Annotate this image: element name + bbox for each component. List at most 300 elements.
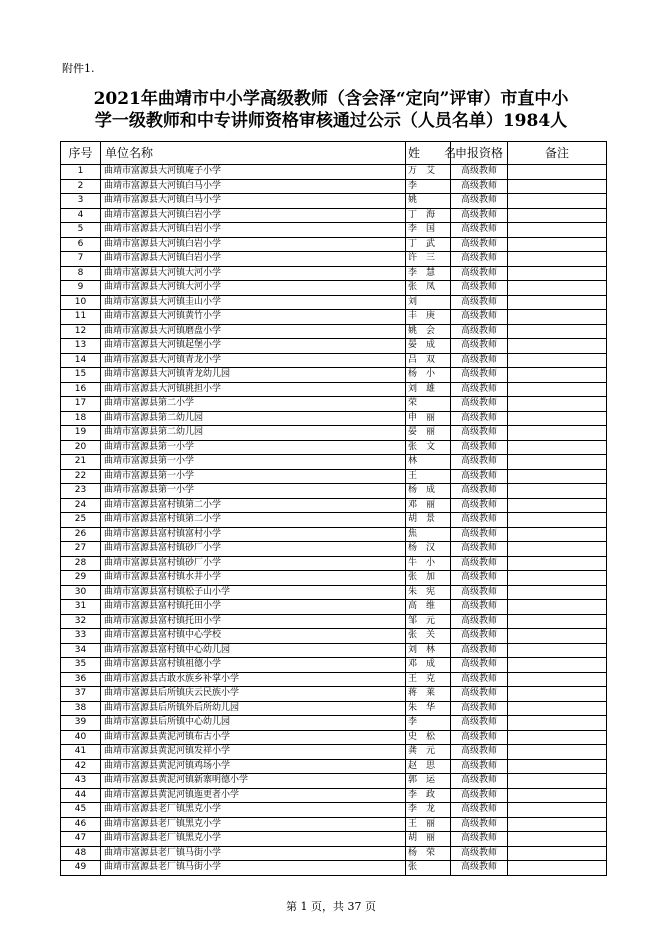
row-qualification: 高级教师 xyxy=(451,832,508,847)
row-number: 47 xyxy=(61,832,101,847)
table-row xyxy=(61,295,607,310)
row-number: 16 xyxy=(61,382,101,397)
row-note xyxy=(508,774,607,789)
row-number: 49 xyxy=(61,861,101,876)
table-row xyxy=(61,382,607,397)
row-number: 36 xyxy=(61,672,101,687)
row-unit: 曲靖市富源县黄泥河镇发祥小学 xyxy=(101,745,406,760)
header-no: 序号 xyxy=(61,142,101,165)
row-unit: 曲靖市富源县大河镇庵子小学 xyxy=(101,165,406,180)
row-number: 23 xyxy=(61,484,101,499)
table-row xyxy=(61,817,607,832)
row-qualification: 高级教师 xyxy=(451,687,508,702)
row-qualification: 高级教师 xyxy=(451,672,508,687)
table-row xyxy=(61,672,607,687)
row-note xyxy=(508,629,607,644)
row-note xyxy=(508,266,607,281)
row-note xyxy=(508,426,607,441)
row-unit: 曲靖市富源县富村镇砂厂小学 xyxy=(101,556,406,571)
row-name: 张 文 xyxy=(406,440,451,455)
row-note xyxy=(508,687,607,702)
row-note xyxy=(508,440,607,455)
row-number: 21 xyxy=(61,455,101,470)
table-row xyxy=(61,324,607,339)
row-unit: 曲靖市富源县富村镇托田小学 xyxy=(101,614,406,629)
table-row xyxy=(61,658,607,673)
table-row xyxy=(61,455,607,470)
row-qualification: 高级教师 xyxy=(451,745,508,760)
row-note xyxy=(508,165,607,180)
row-number: 12 xyxy=(61,324,101,339)
row-qualification: 高级教师 xyxy=(451,861,508,876)
row-number: 31 xyxy=(61,600,101,615)
header-note: 备注 xyxy=(508,142,607,165)
table-row xyxy=(61,730,607,745)
row-name: 高 维 xyxy=(406,600,451,615)
row-qualification: 高级教师 xyxy=(451,585,508,600)
row-name: 杨 荣 xyxy=(406,846,451,861)
row-note xyxy=(508,324,607,339)
row-note xyxy=(508,788,607,803)
row-name: 杨 成 xyxy=(406,484,451,499)
header-name: 姓 名 xyxy=(406,142,451,165)
row-note xyxy=(508,498,607,513)
table-header-row xyxy=(61,142,607,165)
row-name: 刘 雄 xyxy=(406,382,451,397)
table-row xyxy=(61,716,607,731)
row-qualification: 高级教师 xyxy=(451,803,508,818)
table-row xyxy=(61,542,607,557)
row-number: 11 xyxy=(61,310,101,325)
row-unit: 曲靖市富源县富村镇托田小学 xyxy=(101,600,406,615)
row-qualification: 高级教师 xyxy=(451,484,508,499)
row-unit: 曲靖市富源县老厂镇马街小学 xyxy=(101,846,406,861)
row-qualification: 高级教师 xyxy=(451,223,508,238)
row-unit: 曲靖市富源县第二小学 xyxy=(101,397,406,412)
row-qualification: 高级教师 xyxy=(451,513,508,528)
row-unit: 曲靖市富源县大河镇大河小学 xyxy=(101,281,406,296)
row-unit: 曲靖市富源县大河镇白岩小学 xyxy=(101,208,406,223)
row-name: 林 xyxy=(406,455,451,470)
row-note xyxy=(508,527,607,542)
table-row xyxy=(61,484,607,499)
row-qualification: 高级教师 xyxy=(451,498,508,513)
row-number: 46 xyxy=(61,817,101,832)
table-row xyxy=(61,556,607,571)
row-note xyxy=(508,353,607,368)
table-row xyxy=(61,353,607,368)
row-note xyxy=(508,484,607,499)
header-unit: 单位名称 xyxy=(101,142,406,165)
row-name: 丁 武 xyxy=(406,237,451,252)
row-name: 姚 xyxy=(406,194,451,209)
row-number: 42 xyxy=(61,759,101,774)
row-name: 吕 双 xyxy=(406,353,451,368)
row-unit: 曲靖市富源县富村镇第二小学 xyxy=(101,513,406,528)
row-name: 张 关 xyxy=(406,629,451,644)
row-unit: 曲靖市富源县富村镇水井小学 xyxy=(101,571,406,586)
table-row xyxy=(61,759,607,774)
table-row xyxy=(61,237,607,252)
row-name: 邓 丽 xyxy=(406,498,451,513)
row-unit: 曲靖市富源县大河镇大河小学 xyxy=(101,266,406,281)
row-qualification: 高级教师 xyxy=(451,426,508,441)
table-row xyxy=(61,223,607,238)
row-unit: 曲靖市富源县第一小学 xyxy=(101,455,406,470)
row-note xyxy=(508,730,607,745)
table-row xyxy=(61,266,607,281)
row-note xyxy=(508,759,607,774)
row-note xyxy=(508,252,607,267)
table-row xyxy=(61,527,607,542)
row-qualification: 高级教师 xyxy=(451,788,508,803)
row-number: 37 xyxy=(61,687,101,702)
row-unit: 曲靖市富源县后所镇外后所幼儿园 xyxy=(101,701,406,716)
row-number: 41 xyxy=(61,745,101,760)
row-qualification: 高级教师 xyxy=(451,469,508,484)
row-unit: 曲靖市富源县大河镇白马小学 xyxy=(101,179,406,194)
row-name: 朱 宪 xyxy=(406,585,451,600)
row-qualification: 高级教师 xyxy=(451,179,508,194)
row-name: 胡 丽 xyxy=(406,832,451,847)
row-note xyxy=(508,397,607,412)
table-row xyxy=(61,803,607,818)
row-qualification: 高级教师 xyxy=(451,397,508,412)
table-row xyxy=(61,252,607,267)
row-note xyxy=(508,861,607,876)
row-qualification: 高级教师 xyxy=(451,846,508,861)
header-qualification: 申报资格 xyxy=(451,142,508,165)
row-name: 蒋 莱 xyxy=(406,687,451,702)
row-name: 杨 汉 xyxy=(406,542,451,557)
row-qualification: 高级教师 xyxy=(451,730,508,745)
row-name: 郭 运 xyxy=(406,774,451,789)
row-note xyxy=(508,237,607,252)
row-qualification: 高级教师 xyxy=(451,658,508,673)
row-number: 27 xyxy=(61,542,101,557)
row-qualification: 高级教师 xyxy=(451,324,508,339)
row-note xyxy=(508,643,607,658)
row-name: 丁 海 xyxy=(406,208,451,223)
row-unit: 曲靖市富源县老厂镇黑克小学 xyxy=(101,832,406,847)
row-name: 刘 xyxy=(406,295,451,310)
row-note xyxy=(508,208,607,223)
row-unit: 曲靖市富源县富村镇松子山小学 xyxy=(101,585,406,600)
row-number: 9 xyxy=(61,281,101,296)
row-qualification: 高级教师 xyxy=(451,252,508,267)
row-number: 7 xyxy=(61,252,101,267)
row-note xyxy=(508,701,607,716)
row-name: 牛 小 xyxy=(406,556,451,571)
row-qualification: 高级教师 xyxy=(451,295,508,310)
row-number: 45 xyxy=(61,803,101,818)
row-name: 龚 元 xyxy=(406,745,451,760)
row-note xyxy=(508,295,607,310)
table-row xyxy=(61,701,607,716)
row-name: 姚 会 xyxy=(406,324,451,339)
row-qualification: 高级教师 xyxy=(451,556,508,571)
table-row xyxy=(61,745,607,760)
row-number: 19 xyxy=(61,426,101,441)
table-row xyxy=(61,339,607,354)
row-note xyxy=(508,411,607,426)
table-row xyxy=(61,585,607,600)
row-name: 李 慧 xyxy=(406,266,451,281)
row-unit: 曲靖市富源县黄泥河镇新寨明德小学 xyxy=(101,774,406,789)
row-note xyxy=(508,585,607,600)
row-unit: 曲靖市富源县第一小学 xyxy=(101,484,406,499)
row-unit: 曲靖市富源县第一小学 xyxy=(101,469,406,484)
row-note xyxy=(508,469,607,484)
row-unit: 曲靖市富源县富村镇第二小学 xyxy=(101,498,406,513)
row-number: 1 xyxy=(61,165,101,180)
row-note xyxy=(508,600,607,615)
row-name: 晏 成 xyxy=(406,339,451,354)
row-unit: 曲靖市富源县黄泥河镇鸡场小学 xyxy=(101,759,406,774)
row-name: 王 克 xyxy=(406,672,451,687)
table-row xyxy=(61,426,607,441)
row-number: 25 xyxy=(61,513,101,528)
row-unit: 曲靖市富源县富村镇祖德小学 xyxy=(101,658,406,673)
table-row xyxy=(61,513,607,528)
table-row xyxy=(61,368,607,383)
table-row xyxy=(61,788,607,803)
row-unit: 曲靖市富源县大河镇圭山小学 xyxy=(101,295,406,310)
row-note xyxy=(508,658,607,673)
row-name: 李 xyxy=(406,716,451,731)
row-name: 李 国 xyxy=(406,223,451,238)
table-row xyxy=(61,643,607,658)
table-row xyxy=(61,629,607,644)
row-number: 22 xyxy=(61,469,101,484)
row-unit: 曲靖市富源县富村镇中心学校 xyxy=(101,629,406,644)
row-number: 26 xyxy=(61,527,101,542)
row-note xyxy=(508,817,607,832)
row-unit: 曲靖市富源县大河镇白岩小学 xyxy=(101,237,406,252)
table-row xyxy=(61,281,607,296)
row-number: 3 xyxy=(61,194,101,209)
row-qualification: 高级教师 xyxy=(451,237,508,252)
row-name: 丰 庚 xyxy=(406,310,451,325)
row-qualification: 高级教师 xyxy=(451,266,508,281)
table-row xyxy=(61,571,607,586)
row-name: 许 三 xyxy=(406,252,451,267)
row-note xyxy=(508,339,607,354)
row-name: 胡 景 xyxy=(406,513,451,528)
row-name: 张 加 xyxy=(406,571,451,586)
row-name: 万 艾 xyxy=(406,165,451,180)
row-qualification: 高级教师 xyxy=(451,643,508,658)
row-qualification: 高级教师 xyxy=(451,759,508,774)
page-title-line-1: 2021年曲靖市中小学高级教师（含会泽“定向”评审）市直中小 xyxy=(93,89,569,109)
row-qualification: 高级教师 xyxy=(451,382,508,397)
table-row xyxy=(61,832,607,847)
row-unit: 曲靖市富源县富村镇中心幼儿园 xyxy=(101,643,406,658)
row-number: 15 xyxy=(61,368,101,383)
row-unit: 曲靖市富源县后所镇中心幼儿园 xyxy=(101,716,406,731)
row-qualification: 高级教师 xyxy=(451,817,508,832)
row-unit: 曲靖市富源县老厂镇黑克小学 xyxy=(101,817,406,832)
row-unit: 曲靖市富源县大河镇黄竹小学 xyxy=(101,310,406,325)
table-row xyxy=(61,498,607,513)
row-qualification: 高级教师 xyxy=(451,701,508,716)
row-name: 史 松 xyxy=(406,730,451,745)
row-qualification: 高级教师 xyxy=(451,368,508,383)
table-row xyxy=(61,774,607,789)
table-row xyxy=(61,194,607,209)
row-note xyxy=(508,223,607,238)
row-number: 6 xyxy=(61,237,101,252)
row-number: 30 xyxy=(61,585,101,600)
row-unit: 曲靖市富源县富村镇砂厂小学 xyxy=(101,542,406,557)
table-row xyxy=(61,687,607,702)
row-qualification: 高级教师 xyxy=(451,165,508,180)
row-unit: 曲靖市富源县大河镇白岩小学 xyxy=(101,252,406,267)
row-qualification: 高级教师 xyxy=(451,527,508,542)
row-qualification: 高级教师 xyxy=(451,310,508,325)
row-name: 申 丽 xyxy=(406,411,451,426)
row-name: 邓 成 xyxy=(406,658,451,673)
row-number: 43 xyxy=(61,774,101,789)
page-title-line-2: 学一级教师和中专讲师资格审核通过公示（人员名单）1984人 xyxy=(94,111,568,131)
table-row xyxy=(61,165,607,180)
table-row xyxy=(61,179,607,194)
row-number: 2 xyxy=(61,179,101,194)
row-unit: 曲靖市富源县大河镇青龙小学 xyxy=(101,353,406,368)
row-name: 张 xyxy=(406,861,451,876)
row-qualification: 高级教师 xyxy=(451,339,508,354)
row-name: 朱 华 xyxy=(406,701,451,716)
table-row xyxy=(61,411,607,426)
row-note xyxy=(508,310,607,325)
row-note xyxy=(508,832,607,847)
row-qualification: 高级教师 xyxy=(451,774,508,789)
row-note xyxy=(508,672,607,687)
row-qualification: 高级教师 xyxy=(451,614,508,629)
table-row xyxy=(61,397,607,412)
row-number: 20 xyxy=(61,440,101,455)
row-name: 王 xyxy=(406,469,451,484)
row-unit: 曲靖市富源县老厂镇马街小学 xyxy=(101,861,406,876)
row-number: 39 xyxy=(61,716,101,731)
row-number: 14 xyxy=(61,353,101,368)
row-unit: 曲靖市富源县大河镇磨盘小学 xyxy=(101,324,406,339)
row-unit: 曲靖市富源县大河镇白马小学 xyxy=(101,194,406,209)
row-number: 10 xyxy=(61,295,101,310)
page-footer: 第 1 页，共 37 页 xyxy=(286,900,376,913)
row-number: 48 xyxy=(61,846,101,861)
row-qualification: 高级教师 xyxy=(451,716,508,731)
attachment-label: 附件1. xyxy=(62,62,95,75)
row-qualification: 高级教师 xyxy=(451,281,508,296)
row-unit: 曲靖市富源县第一小学 xyxy=(101,440,406,455)
row-name: 王 丽 xyxy=(406,817,451,832)
row-name: 杨 小 xyxy=(406,368,451,383)
row-number: 8 xyxy=(61,266,101,281)
row-note xyxy=(508,194,607,209)
row-note xyxy=(508,716,607,731)
row-note xyxy=(508,179,607,194)
table-row xyxy=(61,614,607,629)
row-number: 17 xyxy=(61,397,101,412)
row-note xyxy=(508,614,607,629)
roster-table xyxy=(60,141,607,876)
row-name: 李 xyxy=(406,179,451,194)
row-number: 24 xyxy=(61,498,101,513)
row-note xyxy=(508,513,607,528)
row-note xyxy=(508,281,607,296)
row-number: 35 xyxy=(61,658,101,673)
row-name: 李 政 xyxy=(406,788,451,803)
row-note xyxy=(508,455,607,470)
row-qualification: 高级教师 xyxy=(451,194,508,209)
table-row xyxy=(61,861,607,876)
row-note xyxy=(508,556,607,571)
row-name: 邹 元 xyxy=(406,614,451,629)
table-row xyxy=(61,440,607,455)
row-qualification: 高级教师 xyxy=(451,455,508,470)
row-unit: 曲靖市富源县大河镇白岩小学 xyxy=(101,223,406,238)
row-qualification: 高级教师 xyxy=(451,208,508,223)
row-number: 28 xyxy=(61,556,101,571)
row-number: 33 xyxy=(61,629,101,644)
row-qualification: 高级教师 xyxy=(451,411,508,426)
row-number: 29 xyxy=(61,571,101,586)
row-qualification: 高级教师 xyxy=(451,571,508,586)
row-note xyxy=(508,745,607,760)
row-unit: 曲靖市富源县第二幼儿园 xyxy=(101,426,406,441)
row-unit: 曲靖市富源县老厂镇黑克小学 xyxy=(101,803,406,818)
row-unit: 曲靖市富源县大河镇青龙幼儿园 xyxy=(101,368,406,383)
row-qualification: 高级教师 xyxy=(451,542,508,557)
row-name: 李 龙 xyxy=(406,803,451,818)
row-number: 5 xyxy=(61,223,101,238)
row-number: 32 xyxy=(61,614,101,629)
row-name: 荣 xyxy=(406,397,451,412)
row-note xyxy=(508,846,607,861)
row-number: 44 xyxy=(61,788,101,803)
row-number: 18 xyxy=(61,411,101,426)
row-unit: 曲靖市富源县大河镇挑担小学 xyxy=(101,382,406,397)
row-qualification: 高级教师 xyxy=(451,600,508,615)
row-unit: 曲靖市富源县富村镇富村小学 xyxy=(101,527,406,542)
row-number: 40 xyxy=(61,730,101,745)
table-row xyxy=(61,208,607,223)
row-unit: 曲靖市富源县黄泥河镇布古小学 xyxy=(101,730,406,745)
row-qualification: 高级教师 xyxy=(451,629,508,644)
table-row xyxy=(61,600,607,615)
row-unit: 曲靖市富源县大河镇起堡小学 xyxy=(101,339,406,354)
row-note xyxy=(508,368,607,383)
row-name: 焦 xyxy=(406,527,451,542)
row-name: 晏 丽 xyxy=(406,426,451,441)
row-unit: 曲靖市富源县古敢水族乡补掌小学 xyxy=(101,672,406,687)
row-name: 赵 思 xyxy=(406,759,451,774)
row-unit: 曲靖市富源县后所镇庆云民族小学 xyxy=(101,687,406,702)
table-row xyxy=(61,310,607,325)
row-note xyxy=(508,382,607,397)
table-row xyxy=(61,846,607,861)
row-note xyxy=(508,542,607,557)
table-row xyxy=(61,469,607,484)
row-unit: 曲靖市富源县黄泥河镇迤更者小学 xyxy=(101,788,406,803)
row-name: 张 凤 xyxy=(406,281,451,296)
row-number: 38 xyxy=(61,701,101,716)
row-qualification: 高级教师 xyxy=(451,440,508,455)
row-number: 13 xyxy=(61,339,101,354)
row-unit: 曲靖市富源县第二幼儿园 xyxy=(101,411,406,426)
row-qualification: 高级教师 xyxy=(451,353,508,368)
